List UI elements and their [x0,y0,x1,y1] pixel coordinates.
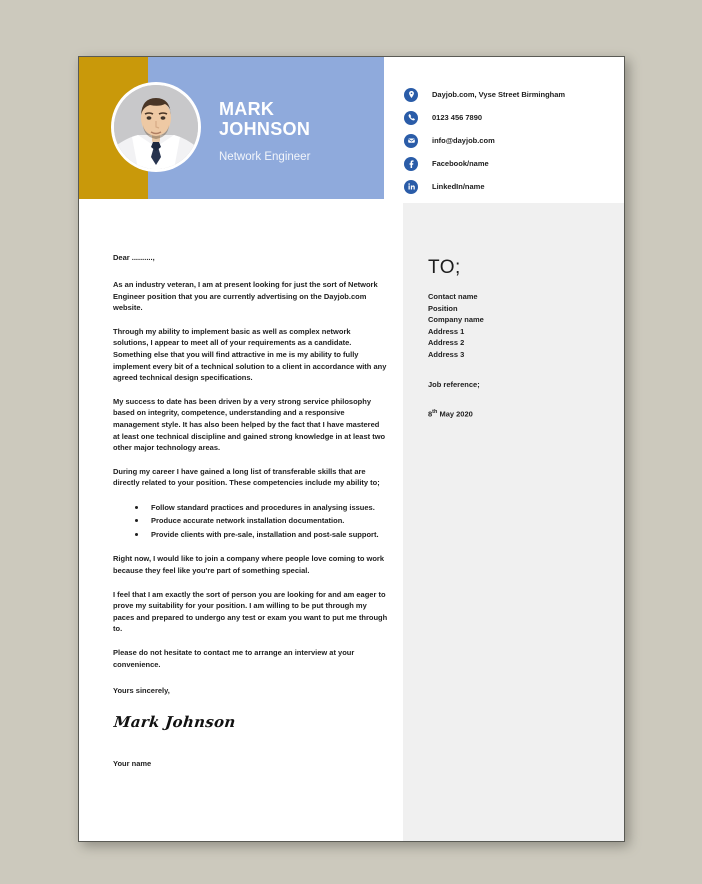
letter-date [428,409,473,419]
date-rest: May 2020 [437,409,473,419]
date-suffix: th [432,409,438,415]
contact-text-address: Dayjob.com, Vyse Street Birmingham [432,90,566,99]
paragraph-6: I feel that I am exactly the sort of person you are looking for and am eager to prove my suitability for your position. I am willing to be put through my paces and prepared to undergo any test or exam you want to put me through to. [113,589,388,634]
facebook-icon [404,157,418,171]
recipient-line-position: Position [428,303,458,313]
paragraph-4: During my career I have gained a long list of transferable skills that are directly related to your position. These competencies include my ability to; [113,466,380,488]
avatar [111,82,201,172]
signature: Mark Johnson [113,713,237,732]
competency-list [113,501,388,542]
recipient-line-company-name: Company name [428,315,484,324]
paragraph-2: Through my ability to implement basic as well as complex network solutions, I appear to meet all of your requirements as a candidate. Something else that you will find attractive in me is my ability to fully implement every bit of a technical solution to a client in accordance with any agreed technical design specifications. [113,326,387,383]
recipient-line-address-1: Address 1 [428,326,465,336]
contact-row-phone[interactable] [404,106,616,129]
contact-row-address[interactable] [404,83,616,106]
paragraph-5: Right now, I would like to join a company where people love coming to work because they feel like you're part of something special. [113,554,384,575]
contact-text-facebook: Facebook/name [432,159,489,168]
contact-text-email: info@dayjob.com [432,136,495,145]
recipient-line-address-3: Address 3 [428,349,465,359]
your-name-placeholder: Your name [113,759,152,769]
contact-list [404,83,616,198]
document-page-wrapper [78,56,625,842]
envelope-icon [404,134,418,148]
list-item: Produce accurate network installation documentation. [135,514,388,528]
recipient-address-block [428,291,608,360]
linkedin-icon [404,180,418,194]
contact-text-phone: 0123 456 7890 [432,113,483,122]
name-block [219,99,379,164]
paragraph-3: My success to date has been driven by a very strong service philosophy based on integrity, competence, understanding and a responsive management style. It has also been helped by the fact that I have mastered at least one technical discipline and gained strong knowledge in at least two other major technology areas. [113,396,386,453]
paragraph-1: As an industry veteran, I am at present looking for just the sort of Network Engineer position that you are currently advertising on the Dayjob.com website. [113,280,378,313]
paragraph-7: Please do not hesitate to contact me to arrange an interview at your convenience. [113,647,355,669]
salutation: Dear .........., [113,253,155,262]
list-item: Follow standard practices and procedures in analysing issues. [135,501,388,515]
letter-body [113,253,388,768]
avatar-photo [114,85,198,169]
contact-text-linkedin: LinkedIn/name [432,182,485,191]
contact-row-email[interactable] [404,129,616,152]
recipient-panel [403,203,625,842]
location-pin-icon [404,88,418,102]
list-item: Provide clients with pre-sale, installation and post-sale support. [135,528,388,542]
phone-icon [404,111,418,125]
last-name: JOHNSON [219,119,311,139]
sign-off: Yours sincerely, [113,686,170,696]
contact-row-linkedin[interactable] [404,175,616,198]
job-title: Network Engineer [219,151,311,163]
recipient-line-address-2: Address 2 [428,338,465,347]
recipient-line-contact-name: Contact name [428,292,478,301]
letterhead-header [79,57,625,199]
contact-row-facebook[interactable] [404,152,616,175]
to-heading: TO; [428,257,461,278]
date-day: 8 [428,409,433,419]
first-name: MARK [219,99,275,119]
cover-letter-page [78,56,625,842]
job-reference: Job reference; [428,380,480,389]
